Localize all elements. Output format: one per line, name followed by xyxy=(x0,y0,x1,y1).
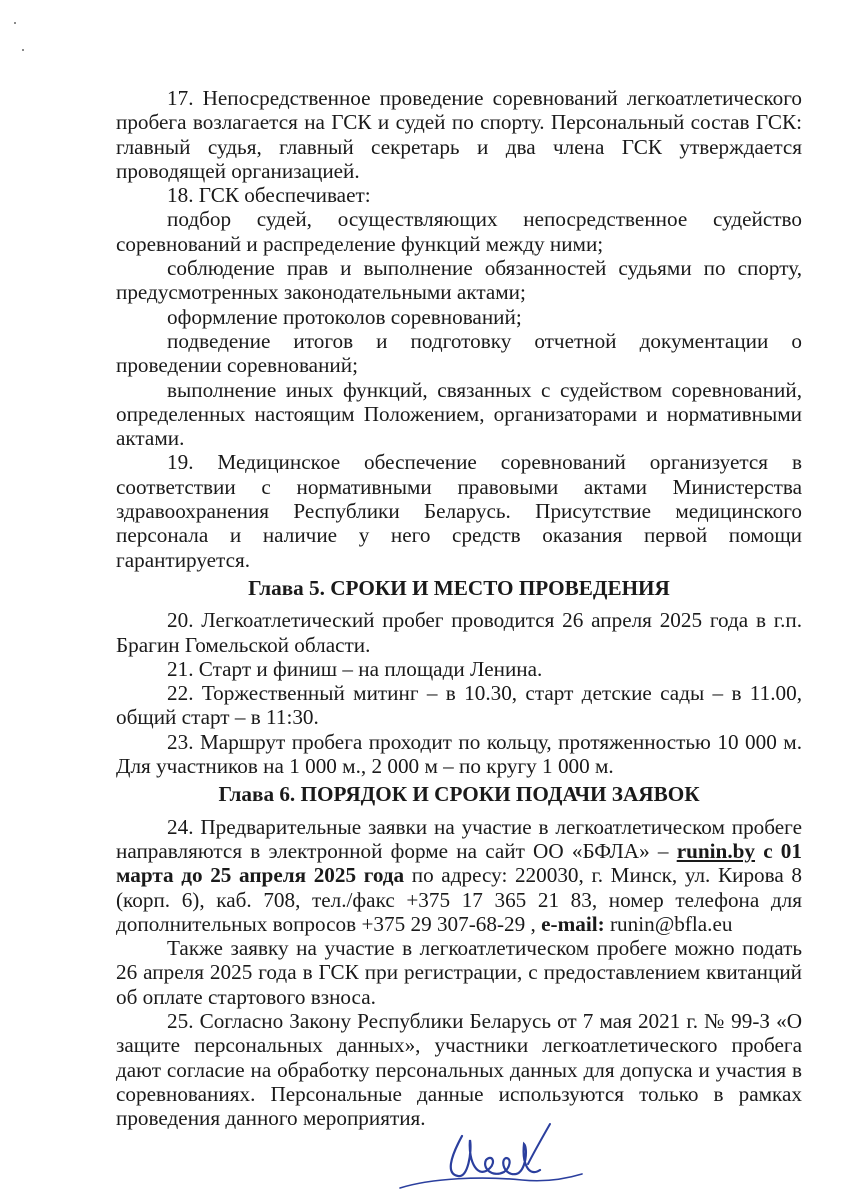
application-dates: с 01 марта до 25 апреля 2025 года xyxy=(116,838,802,888)
paragraph-19: 19. Медицинское обеспечение соревнований организуется в соответствии с нормативными правовыми актами Министерства здравоохранения Республики Беларусь. Присутствие медицинского персонала и наличие у него средств оказания первой помощи гарантируется. xyxy=(116,450,802,572)
paragraph-25: 25. Согласно Закону Республики Беларусь от 7 мая 2021 г. № 99-З «О защите персональных данных», участники легкоатлетического пробега дают согласие на обработку персональных данных для допуска и участия в соревнованиях. Персональные данные используются только в рамках проведения данного мероприятия. xyxy=(116,1008,802,1131)
signature-image xyxy=(392,1118,592,1200)
list-item: подведение итогов и подготовку отчетной документации о проведении соревнований; xyxy=(116,328,802,378)
list-item: соблюдение прав и выполнение обязанностей судьями по спорту, предусмотренных законодательными актами; xyxy=(116,256,802,305)
paragraph-24-text-b: по адресу: 220030, г. Минск, ул. Кирова 8 (корп. 6), каб. 708, тел./факс +375 17 365 21 83, номер телефона для дополнительных вопросов +375 29 307-68-29 , xyxy=(116,863,802,936)
list-item: подбор судей, осуществляющих непосредственное судейство соревнований и распределение функций между ними; xyxy=(116,207,802,256)
list-item: выполнение иных функций, связанных с судейством соревнований, определенных настоящим Положением, организаторами и нормативными актами. xyxy=(116,377,802,451)
website-link[interactable]: runin.by xyxy=(676,838,756,863)
paragraph-24-text-a: 24. Предварительные заявки на участие в легкоатлетическом пробеге направляются в электронной форме на сайт ОО «БФЛА» – xyxy=(116,814,802,863)
email-address[interactable]: runin@bfla.eu xyxy=(604,911,733,936)
chapter-6-heading: Глава 6. ПОРЯДОК И СРОКИ ПОДАЧИ ЗАЯВОК xyxy=(218,782,700,807)
document-page xyxy=(116,86,802,1130)
signature-stroke xyxy=(451,1136,540,1176)
signature-stroke xyxy=(400,1174,582,1188)
scan-speck xyxy=(14,22,16,24)
email-label: e-mail: xyxy=(541,911,605,936)
signature-stroke xyxy=(528,1124,550,1164)
list-item: оформление протоколов соревнований; xyxy=(167,304,522,329)
paragraph-23: 23. Маршрут пробега проходит по кольцу, протяженностью 10 000 м. Для участников на 1 000 м., 2 000 м – по кругу 1 000 м. xyxy=(116,729,802,779)
paragraph-22: 22. Торжественный митинг – в 10.30, старт детские сады – в 11.00, общий старт – в 11:30. xyxy=(116,681,802,730)
paragraph-20: 20. Легкоатлетический пробег проводится 26 апреля 2025 года в г.п. Брагин Гомельской области. xyxy=(116,608,802,657)
paragraph-18: 18. ГСК обеспечивает: xyxy=(167,183,371,208)
chapter-5-heading: Глава 5. СРОКИ И МЕСТО ПРОВЕДЕНИЯ xyxy=(248,575,670,600)
paragraph-24 xyxy=(116,815,802,936)
paragraph-24-addendum: Также заявку на участие в легкоатлетическом пробеге можно подать 26 апреля 2025 года в ГСК при регистрации, с предоставлением квитанций об оплате стартового взноса. xyxy=(116,936,802,1009)
paragraph-21: 21. Старт и финиш – на площади Ленина. xyxy=(167,656,543,681)
scan-speck xyxy=(22,49,24,51)
paragraph-17: 17. Непосредственное проведение соревнований легкоатлетического пробега возлагается на ГСК и судей по спорту. Персональный состав ГСК: главный судья, главный секретарь и два члена ГСК утверждается проводящей организацией. xyxy=(116,86,802,183)
